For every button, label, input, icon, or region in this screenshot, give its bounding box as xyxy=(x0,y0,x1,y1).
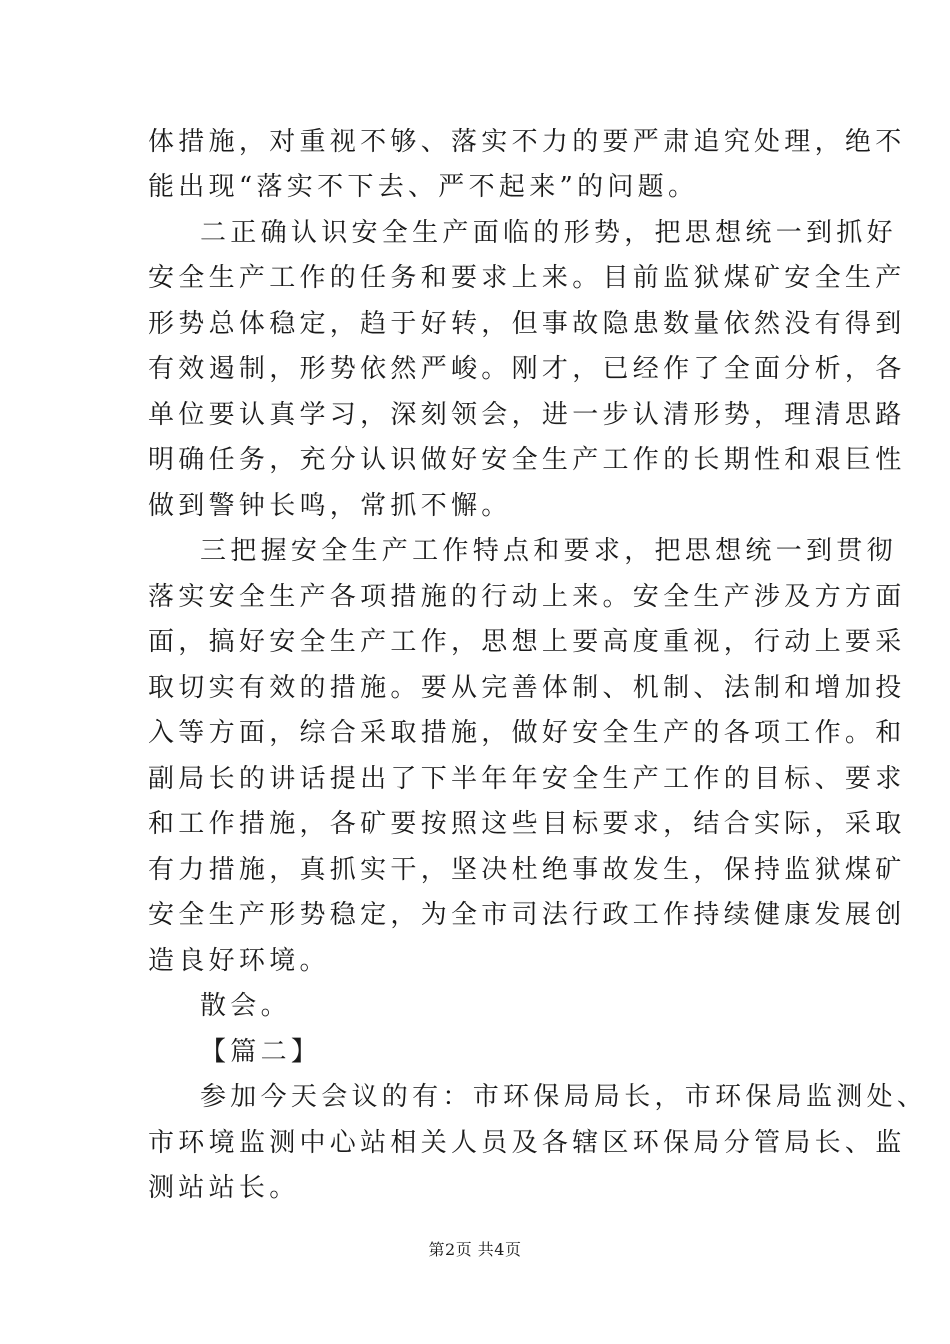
text-line: 面，搞好安全生产工作，思想上要高度重视，行动上要采 xyxy=(148,627,906,657)
text-line: 参加今天会议的有：市环保局局长，市环保局监测处、 xyxy=(200,1082,928,1112)
text-line: 和工作措施，各矿要按照这些目标要求，结合实际，采取 xyxy=(148,809,906,839)
text-line: 市环境监测中心站相关人员及各辖区环保局分管局长、监 xyxy=(148,1128,906,1158)
section-heading: 【篇二】 xyxy=(200,1037,322,1067)
text-line: 二正确认识安全生产面临的形势，把思想统一到抓好 xyxy=(200,218,897,248)
page-footer: 第2页 共4页 xyxy=(428,1240,522,1259)
text-line: 三把握安全生产工作特点和要求，把思想统一到贯彻 xyxy=(200,536,897,566)
text-line: 体措施，对重视不够、落实不力的要严肃追究处理，绝不 xyxy=(148,127,906,157)
text-line: 安全生产形势稳定，为全市司法行政工作持续健康发展创 xyxy=(148,900,906,930)
text-line: 有力措施，真抓实干，坚决杜绝事故发生，保持监狱煤矿 xyxy=(148,855,906,885)
text-line: 做到警钟长鸣，常抓不懈。 xyxy=(148,491,512,521)
text-line: 形势总体稳定，趋于好转，但事故隐患数量依然没有得到 xyxy=(148,309,906,339)
text-line: 散会。 xyxy=(200,991,291,1021)
text-line: 测站站长。 xyxy=(148,1173,300,1203)
text-line: 取切实有效的措施。要从完善体制、机制、法制和增加投 xyxy=(148,673,906,703)
text-line: 入等方面，综合采取措施，做好安全生产的各项工作。和 xyxy=(148,718,906,748)
text-line: 落实安全生产各项措施的行动上来。安全生产涉及方方面 xyxy=(148,582,906,612)
text-line: 单位要认真学习，深刻领会，进一步认清形势，理清思路 xyxy=(148,400,906,430)
text-line: 安全生产工作的任务和要求上来。目前监狱煤矿安全生产 xyxy=(148,263,906,293)
text-line: 明确任务，充分认识做好安全生产工作的长期性和艰巨性 xyxy=(148,445,906,475)
text-line: 有效遏制，形势依然严峻。刚才，已经作了全面分析，各 xyxy=(148,354,906,384)
text-line: 能出现“落实不下去、严不起来”的问题。 xyxy=(148,172,699,202)
text-line: 副局长的讲话提出了下半年年安全生产工作的目标、要求 xyxy=(148,764,906,794)
text-line: 造良好环境。 xyxy=(148,946,330,976)
